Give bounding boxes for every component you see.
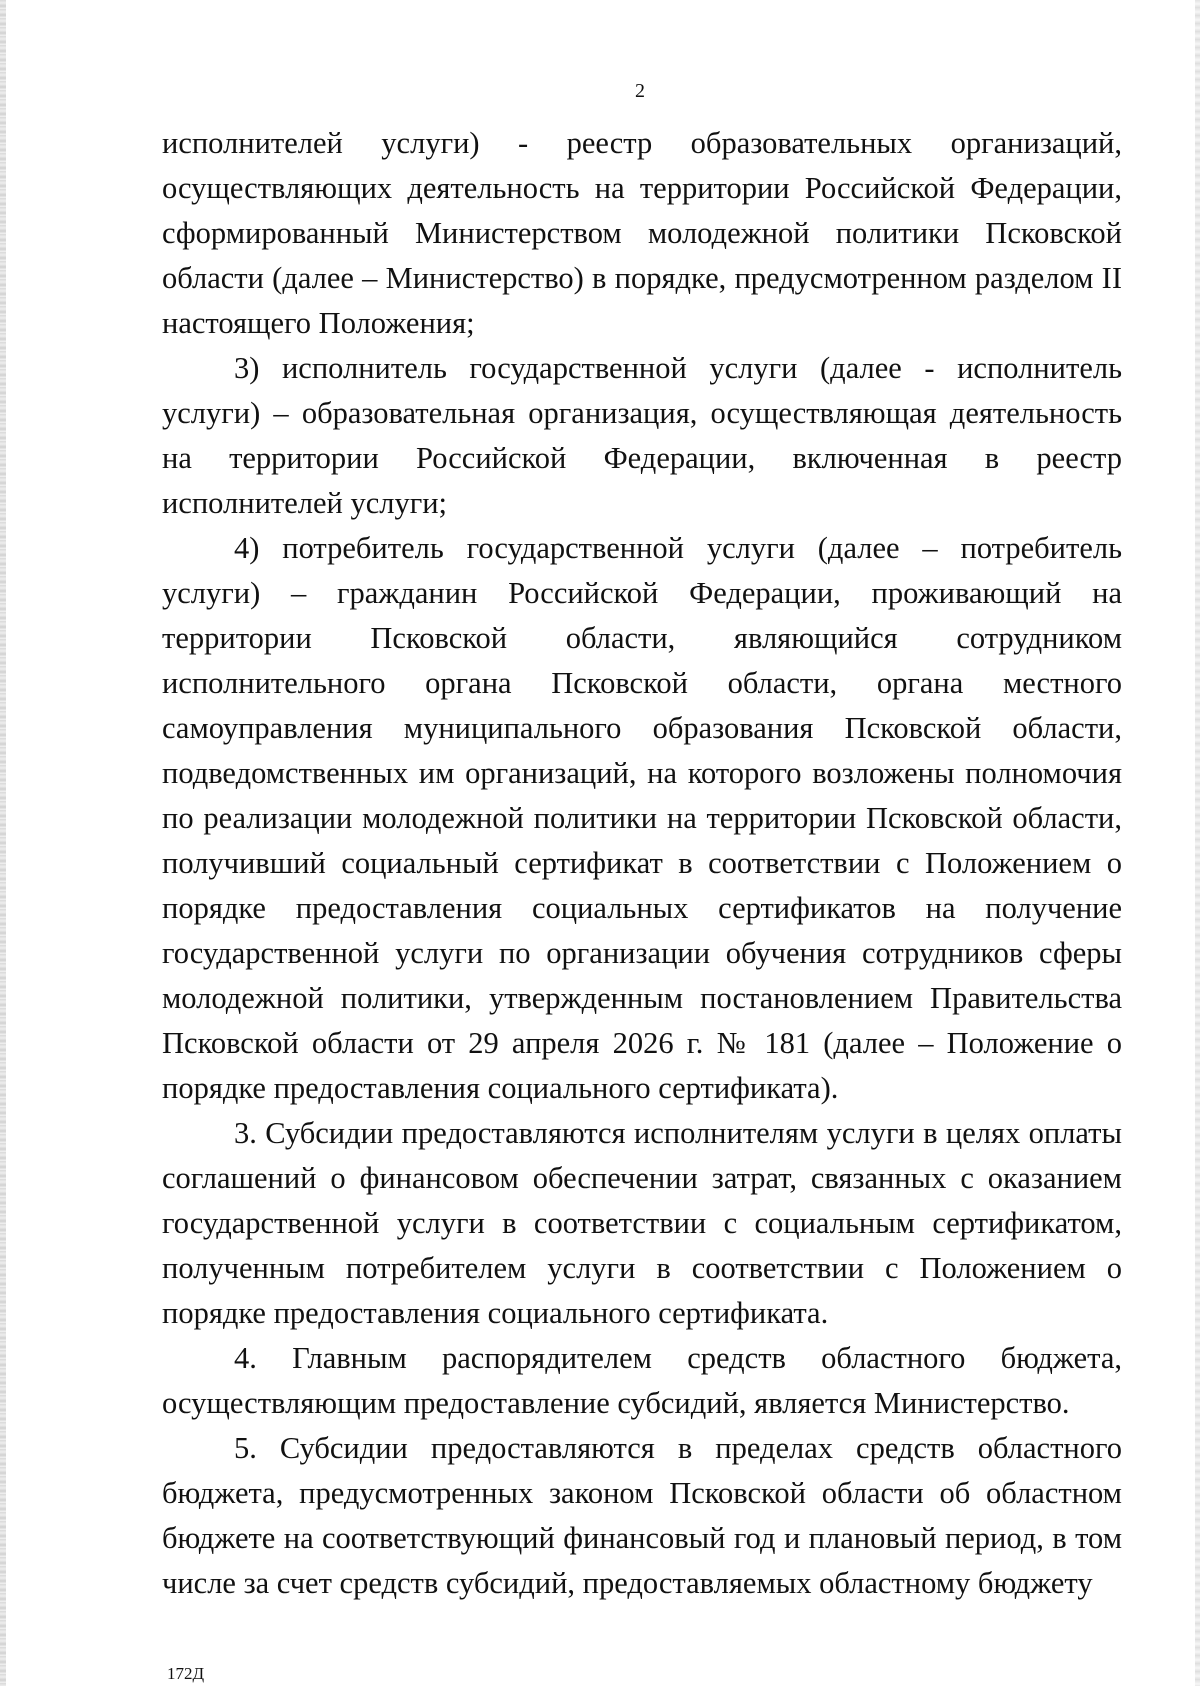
document-code: 172Д bbox=[167, 1664, 205, 1683]
paragraph-clause-3: 3. Субсидии предоставляются исполнителям услуги в целях оплаты соглашений о финансовом обеспечении затрат, связанных с оказанием государственной услуги в соответствии с социальным сертификатом, полученным потребителем услуги в соответствии с Положением о порядке предоставления социального сертификата. bbox=[162, 1116, 1122, 1330]
paragraph-clause-5: 5. Субсидии предоставляются в пределах средств областного бюджета, предусмотренных законом Псковской области об областном бюджете на соответствующий финансовый год и плановый период, в том числе за счет средств субсидий, предоставляемых областному бюджету bbox=[162, 1431, 1122, 1600]
paragraph-clause-4: 4. Главным распорядителем средств областного бюджета, осуществляющим предоставление субсидий, является Министерство. bbox=[162, 1341, 1122, 1420]
scan-edge-right bbox=[1195, 0, 1200, 1686]
document-body bbox=[162, 121, 1122, 1606]
paragraph-continuation: исполнителей услуги) - реестр образовательных организаций, осуществляющих деятельность на территории Российской Федерации, сформированный Министерством молодежной политики Псковской области (далее – Министерство) в порядке, предусмотренном разделом II настоящего Положения; bbox=[162, 126, 1122, 340]
paragraph-item-4: 4) потребитель государственной услуги (далее – потребитель услуги) – гражданин Российской Федерации, проживающий на территории Псковской области, являющийся сотрудником исполнительного органа Псковской области, органа местного самоуправления муниципального образования Псковской области, подведомственных им организаций, на которого возложены полномочия по реализации молодежной политики на территории Псковской области, получивший социальный сертификат в соответствии с Положением о порядке предоставления социальных сертификатов на получение государственной услуги по организации обучения сотрудников сферы молодежной политики, утвержденным постановлением Правительства Псковской области от 29 апреля 2026 г. № 181 (далее – Положение о порядке предоставления социального сертификата). bbox=[162, 531, 1122, 1105]
page-number: 2 bbox=[635, 80, 645, 102]
scan-edge-left bbox=[0, 0, 6, 1686]
paragraph-item-3: 3) исполнитель государственной услуги (далее - исполнитель услуги) – образовательная организация, осуществляющая деятельность на территории Российской Федерации, включенная в реестр исполнителей услуги; bbox=[162, 351, 1122, 520]
